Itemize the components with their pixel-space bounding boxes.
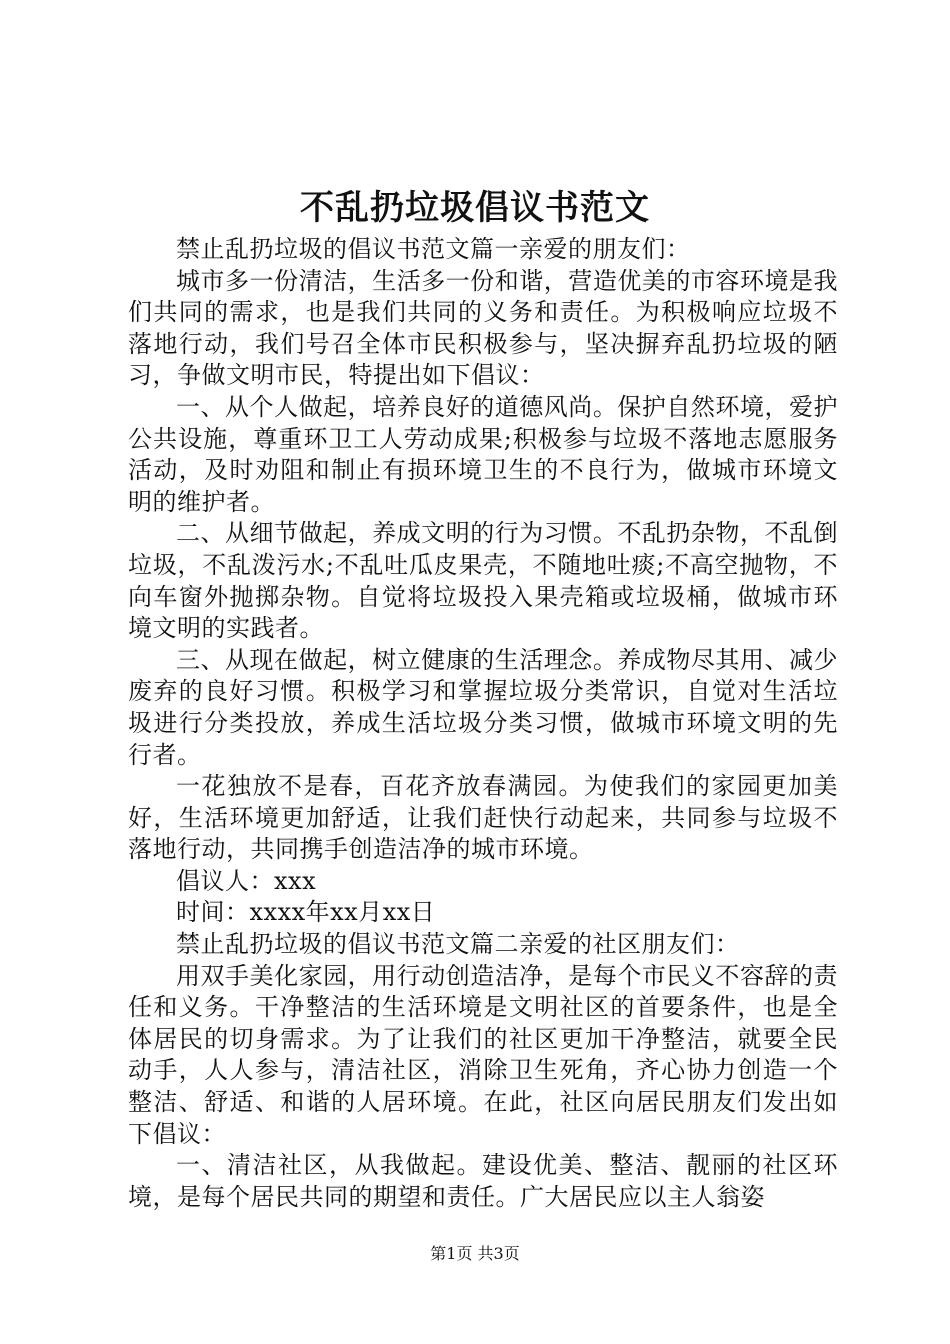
- document-body: [128, 234, 838, 1213]
- page-footer: 第1页 共3页: [430, 1244, 520, 1263]
- document-title: 不乱扔垃圾倡议书范文: [300, 188, 650, 228]
- paragraph: 禁止乱扔垃圾的倡议书范文篇二亲爱的社区朋友们：: [176, 930, 740, 959]
- paragraph: 一、清洁社区，从我做起。建设优美、整洁、靓丽的社区环境，是每个居民共同的期望和责任。广大居民应以主人翁姿: [128, 1151, 838, 1211]
- paragraph: 一花独放不是春，百花齐放春满园。为使我们的家园更加美好，生活环境更加舒适，让我们赶快行动起来，共同参与垃圾不落地行动，共同携手创造洁净的城市环境。: [128, 772, 838, 864]
- paragraph: 用双手美化家园，用行动创造洁净，是每个市民义不容辞的责任和义务。干净整洁的生活环境是文明社区的首要条件，也是全体居民的切身需求。为了让我们的社区更加干净整洁，就要全民动手，人人参与，清洁社区，消除卫生死角，齐心协力创造一个整洁、舒适、和谐的人居环境。在此，社区向居民朋友们发出如下倡议：: [128, 961, 838, 1148]
- signer-line: 倡议人：xxx: [176, 866, 317, 895]
- date-line: 时间：xxxx年xx月xx日: [176, 898, 436, 927]
- paragraph: 三、从现在做起，树立健康的生活理念。养成物尽其用、减少废弃的良好习惯。积极学习和掌握垃圾分类常识，自觉对生活垃圾进行分类投放，养成生活垃圾分类习惯，做城市环境文明的先行者。: [128, 645, 838, 769]
- paragraph: 城市多一份清洁，生活多一份和谐，营造优美的市容环境是我们共同的需求，也是我们共同的义务和责任。为积极响应垃圾不落地行动，我们号召全体市民积极参与，坚决摒弃乱扔垃圾的陋习，争做文明市民，特提出如下倡议：: [128, 266, 838, 390]
- paragraph: 禁止乱扔垃圾的倡议书范文篇一亲爱的朋友们：: [176, 235, 691, 263]
- paragraph: 二、从细节做起，养成文明的行为习惯。不乱扔杂物，不乱倒垃圾，不乱泼污水;不乱吐瓜皮果壳，不随地吐痰;不高空抛物，不向车窗外抛掷杂物。自觉将垃圾投入果壳箱或垃圾桶，做城市环境文明的实践者。: [128, 519, 838, 643]
- paragraph: 一、从个人做起，培养良好的道德风尚。保护自然环境，爱护公共设施，尊重环卫工人劳动成果;积极参与垃圾不落地志愿服务活动，及时劝阻和制止有损环境卫生的不良行为，做城市环境文明的维护者。: [128, 392, 838, 516]
